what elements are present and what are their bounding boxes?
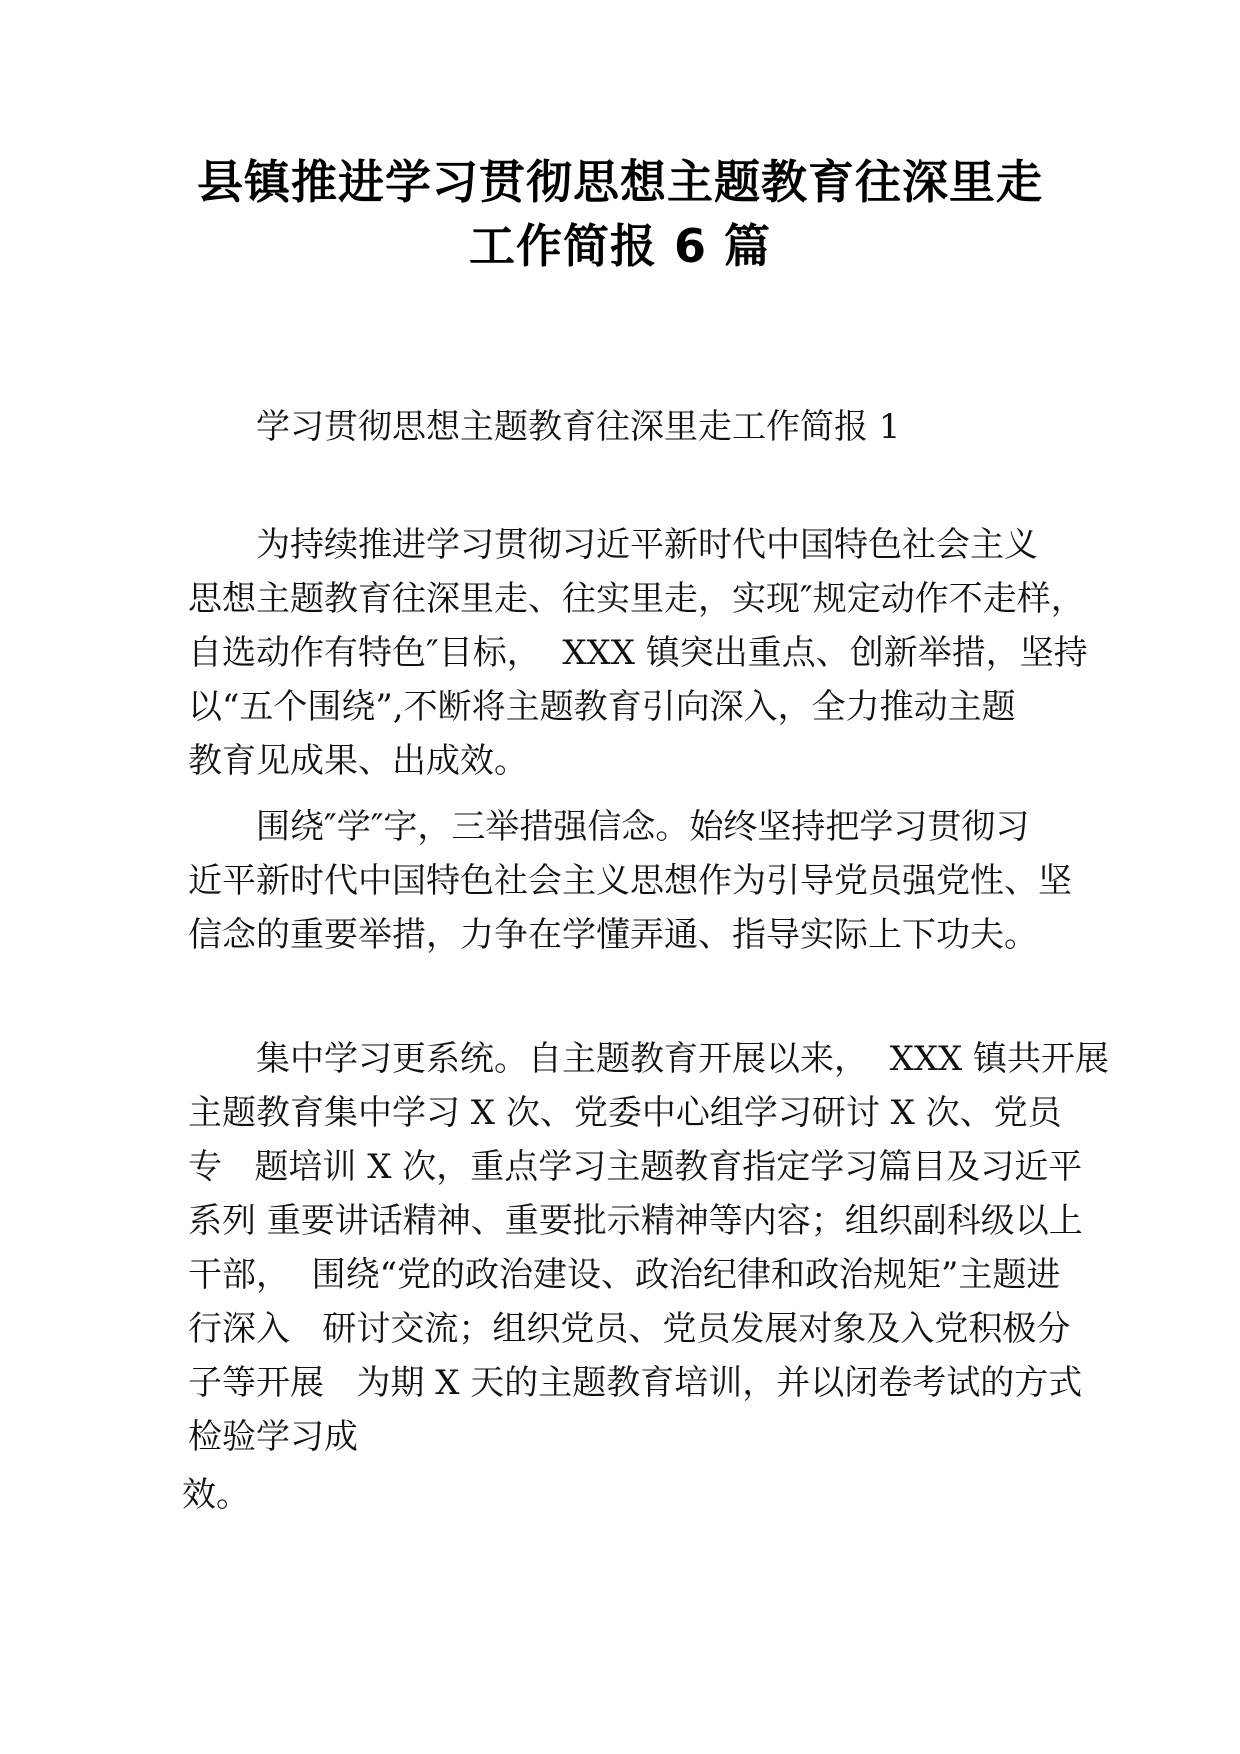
paragraph-line: 行深入 研讨交流；组织党员、党员发展对象及入党积极分 [188, 1309, 1071, 1349]
paragraph-centralized-study [188, 1032, 1110, 1464]
paragraph-line: 为持续推进学习贯彻习近平新时代中国特色社会主义 [256, 525, 1038, 565]
paragraph-line: 主题教育集中学习 X 次、党委中心组学习研讨 X 次、党员 [188, 1093, 1062, 1133]
paragraph-intro [188, 518, 1088, 788]
section-subheading [188, 400, 1068, 454]
paragraph-line: 思想主题教育往深里走、往实里走，实现″规定动作不走样， [188, 579, 1085, 619]
paragraph-line: 信念的重要举措，力争在学懂弄通、指导实际上下功夫。 [188, 915, 1038, 955]
paragraph-line: 教育见成果、出成效。 [188, 741, 528, 781]
paragraph-line: 系列 重要讲话精神、重要批示精神等内容；组织副科级以上 [188, 1201, 1083, 1241]
paragraph-line: 检验学习成 [188, 1417, 358, 1457]
paragraph-line: 以“五个围绕”,不断将主题教育引向深入，全力推动主题 [188, 687, 1016, 727]
paragraph-line: 集中学习更系统。自主题教育开展以来， XXX 镇共开展 [256, 1039, 1110, 1079]
paragraph-line: 子等开展 为期 X 天的主题教育培训，并以闭卷考试的方式 [188, 1363, 1083, 1403]
paragraph-tail: 效。 [182, 1475, 250, 1515]
paragraph-line: 专 题培训 X 次，重点学习主题教育指定学习篇目及习近平 [188, 1147, 1083, 1187]
document-title-line-1: 县镇推进学习贯彻思想主题教育往深里走 [197, 155, 1043, 209]
document-title-line-2: 工作简报 6 篇 [468, 219, 772, 273]
paragraph-line: 自选动作有特色″目标， XXX 镇突出重点、创新举措，坚持 [188, 633, 1088, 673]
paragraph-line: 围绕″学″字，三举措强信念。始终坚持把学习贯彻习 [256, 807, 1030, 847]
subheading-text: 学习贯彻思想主题教育往深里走工作简报 1 [256, 407, 901, 447]
paragraph-study [188, 800, 1072, 962]
paragraph-line: 干部， 围绕“党的政治建设、政治纪律和政治规矩”主题进 [188, 1255, 1061, 1295]
paragraph-line: 近平新时代中国特色社会主义思想作为引导党员强党性、坚 [188, 861, 1072, 901]
